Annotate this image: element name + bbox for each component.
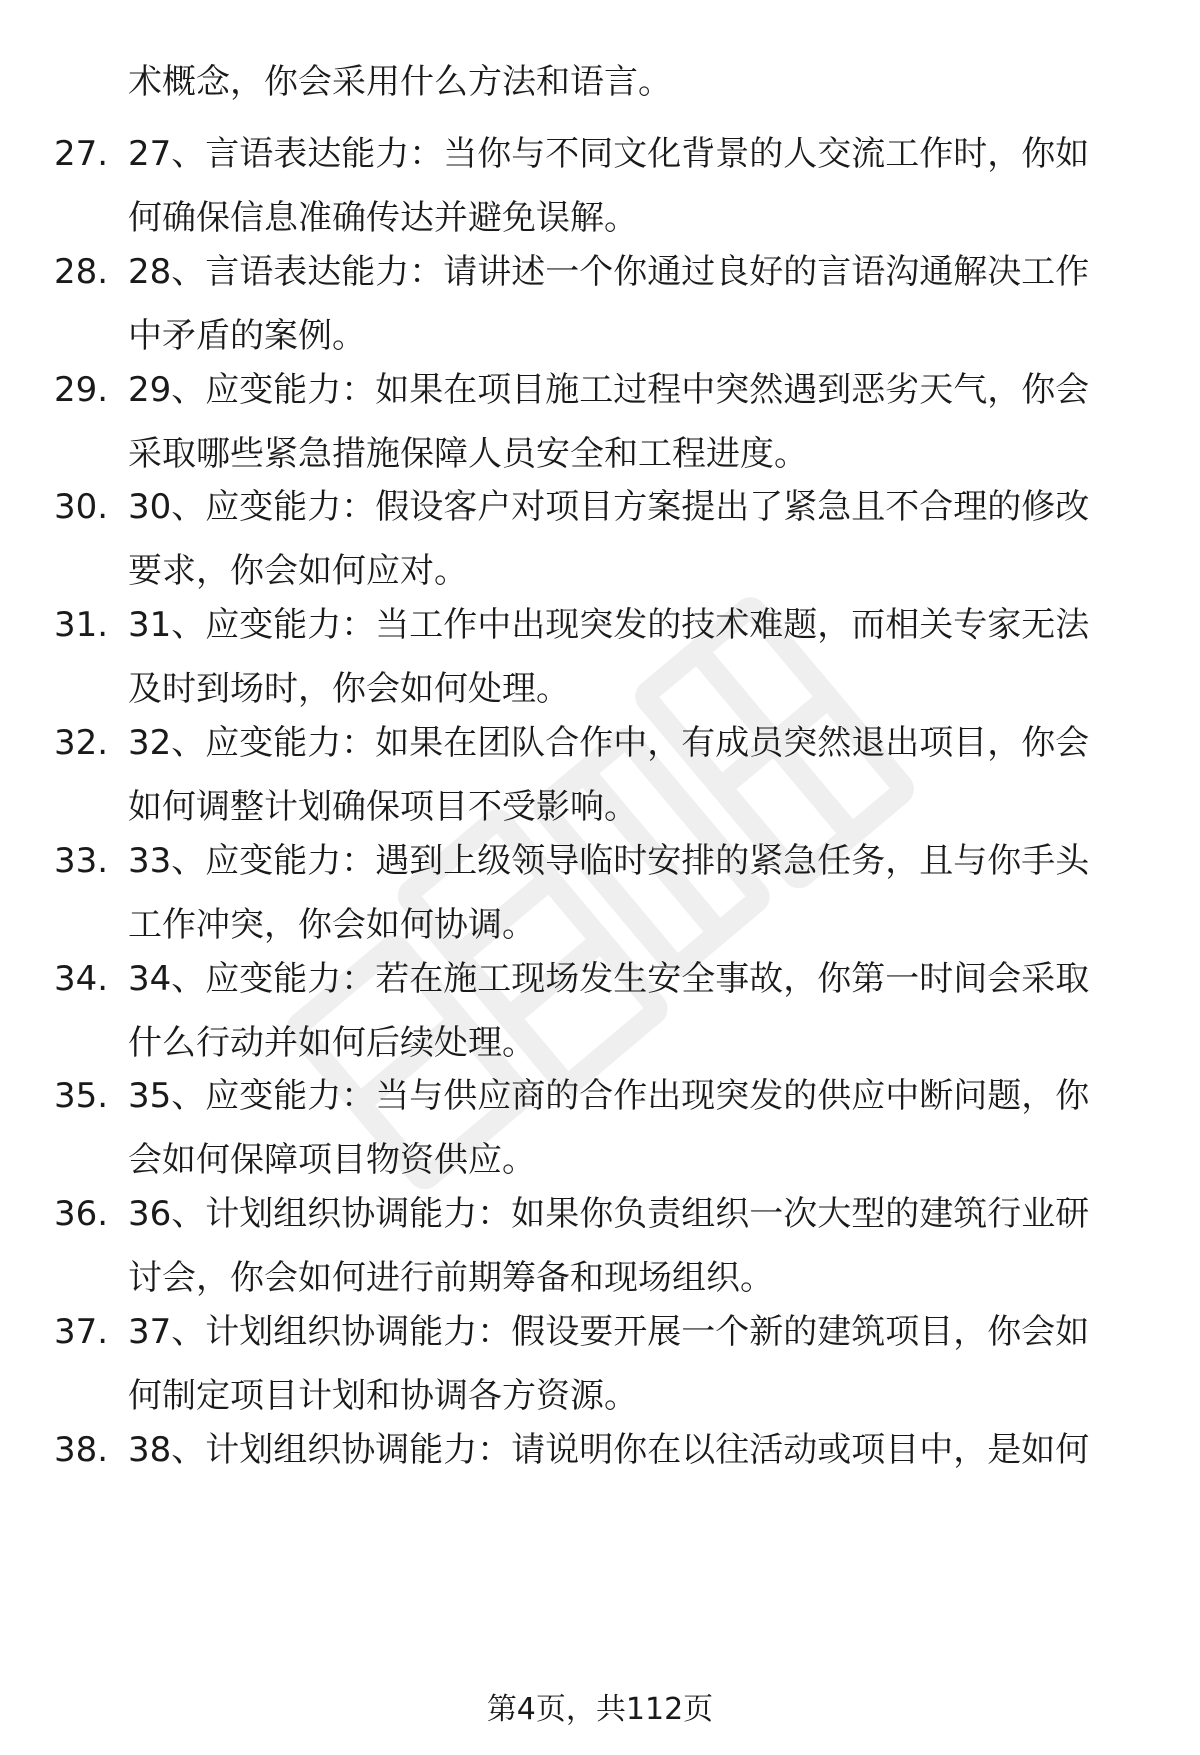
question-text-line: 37、计划组织协调能力：假设要开展一个新的建筑项目，你会如 — [128, 1312, 1090, 1352]
question-text — [128, 719, 1148, 831]
question-text-line: 工作冲突，你会如何协调。 — [128, 905, 536, 945]
question-text — [128, 837, 1148, 949]
question-text-line: 什么行动并如何后续处理。 — [128, 1023, 536, 1063]
question-text-line: 何确保信息准确传达并避免误解。 — [128, 198, 638, 238]
question-item — [0, 1072, 1200, 1182]
question-text-line: 会如何保障项目物资供应。 — [128, 1140, 536, 1180]
question-item — [0, 601, 1200, 711]
question-text-line: 33、应变能力：遇到上级领导临时安排的紧急任务，且与你手头 — [128, 841, 1090, 881]
question-item — [0, 1426, 1200, 1536]
question-item — [0, 130, 1200, 240]
question-item — [0, 1308, 1200, 1418]
question-text-line: 34、应变能力：若在施工现场发生安全事故，你第一时间会采取 — [128, 959, 1090, 999]
question-item — [0, 719, 1200, 829]
question-text-line: 讨会，你会如何进行前期筹备和现场组织。 — [128, 1258, 774, 1298]
question-text-line: 如何调整计划确保项目不受影响。 — [128, 787, 638, 827]
question-text-line: 28、言语表达能力：请讲述一个你通过良好的言语沟通解决工作 — [128, 252, 1090, 292]
question-item — [0, 955, 1200, 1065]
question-text-line: 36、计划组织协调能力：如果你负责组织一次大型的建筑行业研 — [128, 1194, 1090, 1234]
question-text — [128, 1072, 1148, 1184]
question-text — [128, 601, 1148, 713]
page-footer: 第4页，共112页 — [486, 1692, 714, 1727]
question-text-line: 27、言语表达能力：当你与不同文化背景的人交流工作时，你如 — [128, 134, 1090, 174]
question-number: 37. — [54, 1312, 109, 1352]
question-text-line: 35、应变能力：当与供应商的合作出现突发的供应中断问题，你 — [128, 1076, 1090, 1116]
question-text-line: 29、应变能力：如果在项目施工过程中突然遇到恶劣天气，你会 — [128, 370, 1090, 410]
question-item — [0, 483, 1200, 593]
question-number: 28. — [54, 252, 109, 292]
question-text-line: 31、应变能力：当工作中出现突发的技术难题，而相关专家无法 — [128, 605, 1090, 645]
question-number: 38. — [54, 1430, 109, 1470]
question-text — [128, 366, 1148, 478]
question-text-line: 采取哪些紧急措施保障人员安全和工程进度。 — [128, 434, 808, 474]
question-text — [128, 955, 1148, 1067]
question-number: 30. — [54, 487, 109, 527]
question-text — [128, 1308, 1148, 1420]
continuation-text: 术概念，你会采用什么方法和语言。 — [128, 62, 672, 102]
question-text-line: 32、应变能力：如果在团队合作中，有成员突然退出项目，你会 — [128, 723, 1090, 763]
question-item — [0, 837, 1200, 947]
question-number: 36. — [54, 1194, 109, 1234]
question-text-line: 30、应变能力：假设客户对项目方案提出了紧急且不合理的修改 — [128, 487, 1090, 527]
question-text-line: 38、计划组织协调能力：请说明你在以往活动或项目中，是如何 — [128, 1430, 1090, 1470]
question-number: 33. — [54, 841, 109, 881]
question-number: 29. — [54, 370, 109, 410]
question-item — [0, 1190, 1200, 1300]
question-text — [128, 483, 1148, 595]
question-text-line: 中矛盾的案例。 — [128, 316, 366, 356]
question-item — [0, 248, 1200, 358]
question-item — [0, 366, 1200, 476]
question-text-line: 何制定项目计划和协调各方资源。 — [128, 1376, 638, 1416]
question-text-line: 要求，你会如何应对。 — [128, 551, 468, 591]
question-number: 32. — [54, 723, 109, 763]
question-number: 27. — [54, 134, 109, 174]
question-number: 34. — [54, 959, 109, 999]
question-text — [128, 1426, 1148, 1474]
question-number: 35. — [54, 1076, 109, 1116]
question-text — [128, 130, 1148, 242]
question-number: 31. — [54, 605, 109, 645]
question-text — [128, 1190, 1148, 1302]
question-text-line: 及时到场时，你会如何处理。 — [128, 669, 570, 709]
question-text — [128, 248, 1148, 360]
